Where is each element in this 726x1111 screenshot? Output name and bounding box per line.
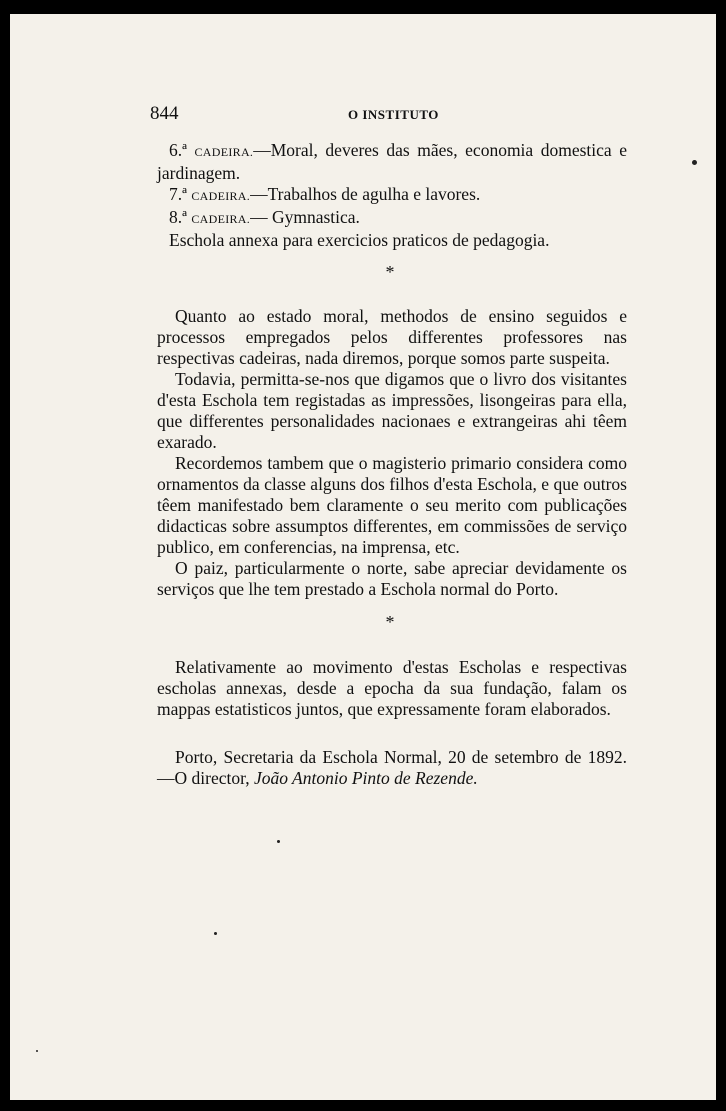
list-item-text: —Trabalhos de agulha e lavores. [250,184,481,204]
ink-speck [36,1050,38,1052]
paragraph: Todavia, permitta-se-nos que digamos que o livro dos visitantes d'esta Eschola tem registadas as impressões, lisongeiras para ella, que differentes personalidades nacionaes e extrangeiras ahi têem exarado. [157,369,627,452]
paragraph: Recordemos tambem que o magisterio primario considera como ornamentos da classe alguns dos filhos d'esta Eschola, e que outros têem manifestado bem claramente o seu merito com publicações didacticas sobre assumptos differentes, em commissões de serviço publico, em conferencias, na imprensa, etc. [157,453,627,557]
ink-speck [277,840,280,843]
closing-paragraph [157,747,627,789]
annexa-line: Eschola annexa para exercicios praticos de pedagogia. [169,230,550,250]
list-item-label: CADEIRA. [191,189,251,203]
book-page [10,14,716,1100]
running-title: O INSTITUTO [348,107,439,122]
closing-text: Porto, Secretaria da Eschola Normal, 20 de setembro de 1892.—O director, [157,747,627,788]
list-item-number: 8.ª [169,207,187,227]
section-separator: * [385,262,395,282]
list-item [157,140,627,184]
paragraph: Quanto ao estado moral, methodos de ensino seguidos e processos empregados pelos differentes professores nas respectivas cadeiras, nada diremos, porque somos parte suspeita. [157,306,627,368]
list-item [157,184,627,207]
list-item-text: — Gymnastica. [250,207,360,227]
list-item-label: CADEIRA. [194,145,254,159]
page-number: 844 [150,103,179,124]
course-list [157,140,627,251]
page-header [150,103,550,129]
ink-speck [692,160,697,165]
body-section-2 [157,657,627,720]
ink-speck [214,932,217,935]
list-item [157,207,627,230]
paragraph: Relativamente ao movimento d'estas Escholas e respectivas escholas annexas, desde a epocha da sua fundação, falam os mappas estatisticos juntos, que expressamente foram elaborados. [157,657,627,719]
director-name: João Antonio Pinto de Rezende. [253,768,478,788]
list-item-number: 6.ª [169,140,187,160]
list-item-number: 7.ª [169,184,187,204]
list-item-label: CADEIRA. [191,212,251,226]
body-section-1 [157,306,627,600]
list-item-text: —Moral, deveres das mães, economia domestica e jardinagem. [157,140,627,183]
section-separator: * [385,612,395,632]
closing-section [157,747,627,789]
paragraph: O paiz, particularmente o norte, sabe apreciar devidamente os serviços que lhe tem prestado a Eschola normal do Porto. [157,558,627,599]
